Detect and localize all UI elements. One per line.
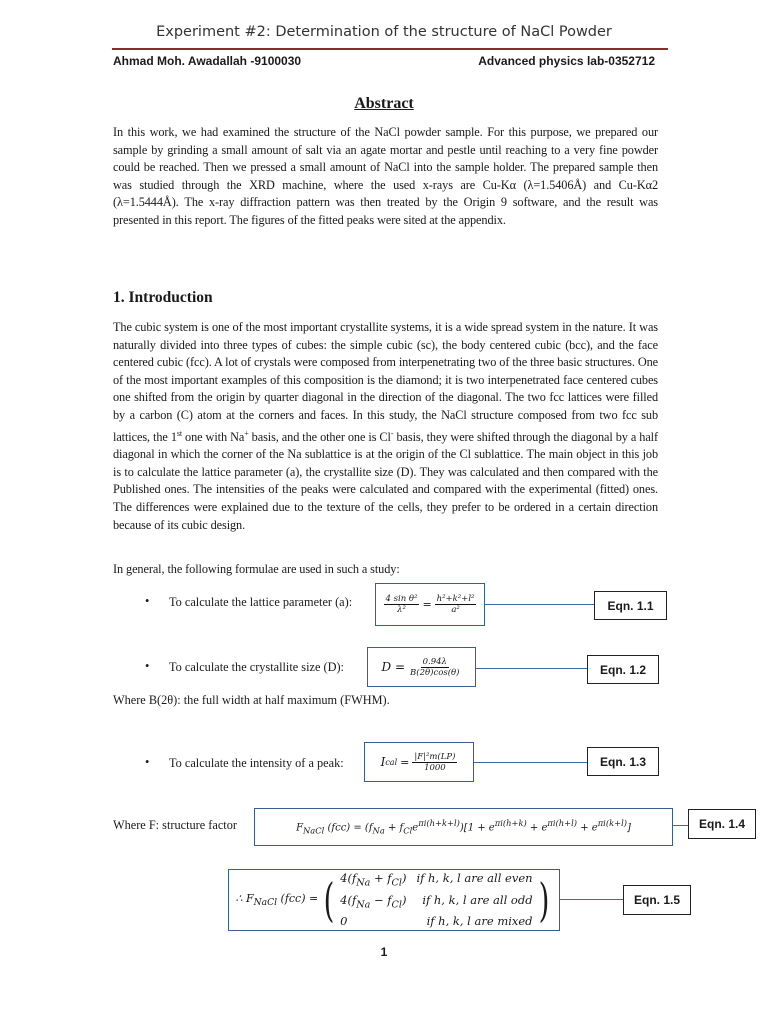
- eq5-connector-line: [560, 899, 623, 900]
- bullet-peak-intensity: To calculate the intensity of a peak:: [169, 756, 344, 770]
- superscript-st: st: [176, 428, 183, 438]
- eq3-fraction: [412, 752, 457, 773]
- eq5-case-row: 0 if h, k, l are mixed: [340, 913, 533, 928]
- abstract-heading: Abstract: [354, 95, 414, 112]
- intro-text-part-3: basis, and the other one is Cl: [248, 429, 391, 444]
- superscript-plus: +: [244, 428, 249, 438]
- eq5-lhs: ∴ $F_{NaCl}$ (fcc) =: [235, 891, 319, 909]
- eq4-expression: $F_{NaCl}$ $(fcc) = (f_{Na} + f_{Cl}e^{\pi i(h+k+l)})[1 + e^{\pi i(h+k)} + e^{\pi i(h+l)} + e^{\pi i(k+l)}]$: [296, 818, 631, 836]
- eq1-connector-line: [485, 604, 594, 605]
- eq5-cases: [320, 870, 552, 930]
- eq2-numerator: 0.94λ: [422, 656, 447, 667]
- equation-1-4-box: [254, 808, 673, 846]
- bullet-crystallite-size: To calculate the crystallite size (D):: [169, 660, 344, 674]
- eq5-case-rows: [340, 870, 532, 930]
- eq1-lhs-denominator: λ²: [397, 605, 406, 615]
- eqn-1-1-label: Eqn. 1.1: [594, 591, 667, 620]
- structure-factor-definition: Where F: structure factor: [113, 818, 237, 832]
- eqn-1-5-label: Eqn. 1.5: [623, 885, 691, 915]
- superscript-minus: -: [390, 428, 394, 438]
- bullet-dot: •: [145, 594, 150, 608]
- bullet-lattice-parameter: To calculate the lattice parameter (a):: [169, 595, 353, 609]
- eq4-connector-line: [673, 825, 688, 826]
- equation-1-2-box: [367, 647, 476, 687]
- eq1-lhs-numerator: 4 sin θ²: [385, 594, 418, 604]
- page-number: 1: [380, 945, 388, 959]
- eqn-1-4-label: Eqn. 1.4: [688, 809, 756, 839]
- bullet-dot: •: [145, 755, 150, 769]
- eq3-connector-line: [474, 762, 587, 763]
- left-brace: (: [323, 873, 335, 927]
- introduction-paragraph: [113, 319, 658, 534]
- eq1-rhs-numerator: h²+k²+l²: [436, 594, 475, 604]
- eq3-denominator: 1000: [424, 762, 446, 773]
- eqn-1-3-label: Eqn. 1.3: [587, 747, 659, 776]
- eq1-equals: =: [422, 598, 432, 611]
- eq3-lhs-subscript: cal: [385, 757, 398, 767]
- eq2-denominator: B(2θ)cos(θ): [410, 667, 460, 678]
- eq3-numerator: |F|²m(LP): [414, 751, 456, 762]
- right-brace: ): [538, 873, 549, 927]
- abstract-paragraph: In this work, we had examined the structure of the NaCl powder sample. For this purpose, we prepared our sample by grinding a small amount of salt via an agate mortar and pestle until reaching to a very fine powder could be reached. Then we pressed a small amount of NaCl into the sample holder. The prepared sample then was studied through the XRD machine, where the used x-rays are Cu-Kα (λ=1.5406Å) and Cu-Kα2 (λ=1.5444Å). The x-ray diffraction pattern was then treated by the Origin 9 software, and the result was presented in this report. The figures of the fitted peaks were sited at the appendix.: [113, 125, 658, 227]
- course-code: Advanced physics lab-0352712: [478, 54, 655, 68]
- bullet-dot: •: [145, 659, 150, 673]
- intro-text-part-1: The cubic system is one of the most important crystallite systems, it is a wide spread system in the nature. It was naturally divided into three types of cubes: the simple cubic (sc), the body centered cubic (bcc), and the face centered cubic (fcc). A lot of crystals were composed from interpenetrating two of the three basic structures. One of the most important examples of this composition is the diamond; it is two interpenetrated face centered cubes one shifted from the origin by quarter diagonal in the direction of the diagonal. The two fcc lattices were filled by a carbon (C) atom at the corners and faces. In this study, the NaCl structure composed from two fcc sub lattices, the 1: [113, 320, 658, 444]
- equation-1-1-box: [375, 583, 485, 626]
- eqn-1-2-label: Eqn. 1.2: [587, 655, 659, 684]
- formulae-intro: In general, the following formulae are used in such a study:: [113, 562, 400, 576]
- eq5-case-row: $4(f_{Na} - f_{Cl})$ if h, k, l are all odd: [340, 892, 533, 910]
- equation-1-3-box: [364, 742, 474, 782]
- intro-text-part-2: one with Na: [182, 429, 245, 444]
- eq5-case-row: $4(f_{Na} + f_{Cl})$ if h, k, l are all even: [340, 871, 533, 889]
- equation-1-5-box: [228, 869, 560, 931]
- eq2-lhs: D =: [381, 660, 406, 674]
- introduction-heading: 1. Introduction: [113, 289, 213, 306]
- intro-text-part-4: basis, they were shifted through the diagonal by a half diagonal in which the corner of the Na sublattice is at the origin of the Cl sublattice. The main object in this job is to calculate the lattice parameter (a), the crystallite size (D). They was calculated and then compared with the Published ones. The intensities of the peaks were calculated and compared with the experimental (fitted) ones. The differences were explained due to the texture of the cells, they prefer to be ordered in a certain direction because of its cubic design.: [113, 429, 658, 532]
- header-rule: [112, 48, 668, 50]
- eq1-rhs-fraction: [435, 594, 477, 615]
- author-name: Ahmad Moh. Awadallah -9100030: [113, 54, 302, 68]
- eq2-connector-line: [476, 668, 587, 669]
- eq1-rhs-denominator: a²: [451, 605, 460, 615]
- fwhm-definition: Where B(2θ): the full width at half maximum (FWHM).: [113, 693, 390, 707]
- document-header-title: Experiment #2: Determination of the structure of NaCl Powder: [156, 24, 612, 40]
- eq1-lhs-fraction: [384, 594, 420, 615]
- eq2-fraction: [408, 657, 461, 678]
- eq3-equals: =: [400, 755, 410, 769]
- eq3-lhs: I: [380, 755, 386, 769]
